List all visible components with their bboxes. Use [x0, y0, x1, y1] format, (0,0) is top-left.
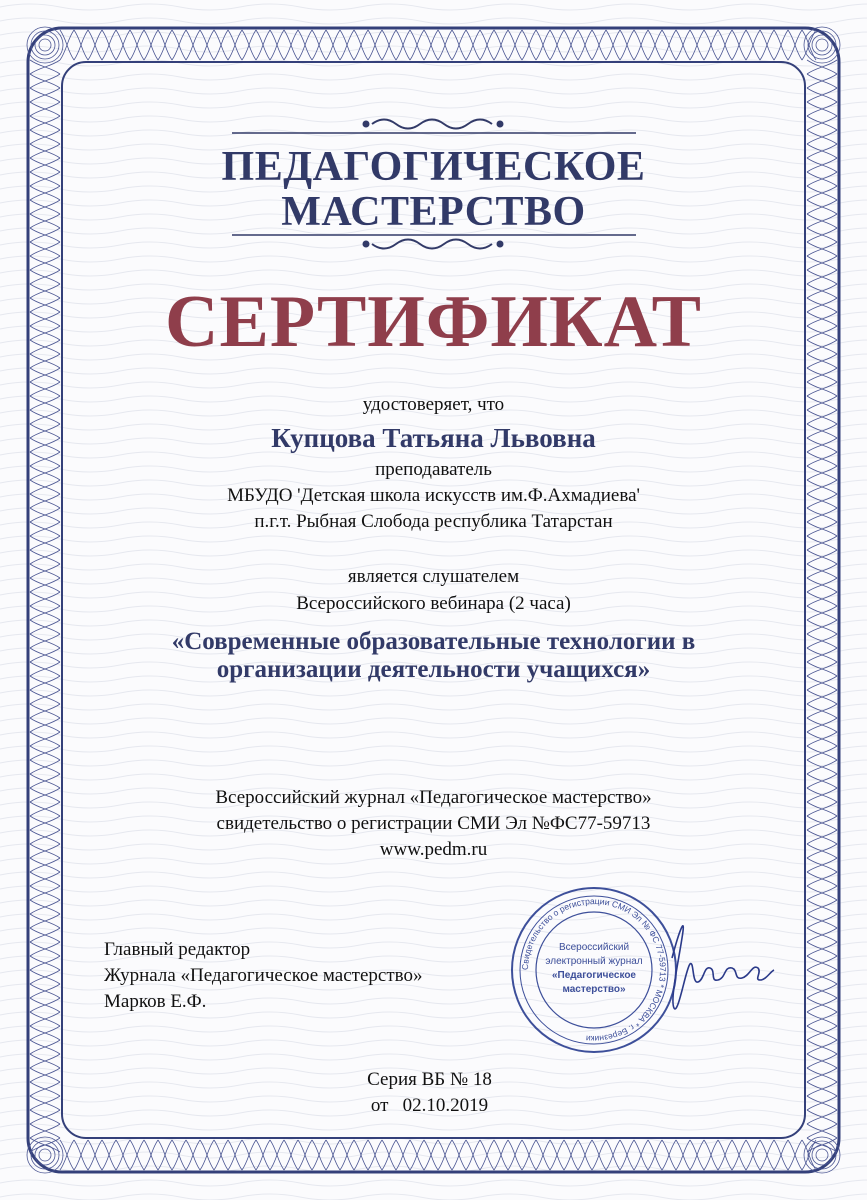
- stamp-center-line1: Всероссийский: [558, 942, 630, 953]
- publisher-line1: Всероссийский журнал «Педагогическое мастерство»: [215, 787, 652, 808]
- event-text: Всероссийского вебинара (2 часа): [296, 593, 571, 614]
- publisher-website: www.pedm.ru: [379, 839, 488, 860]
- event-title-line1: «Современные образовательные технологии в: [171, 628, 696, 655]
- issue-date: от 02.10.2019: [370, 1095, 489, 1116]
- certifies-text: удостоверяет, что: [362, 394, 505, 415]
- serial-number: Серия ВБ № 18: [367, 1069, 492, 1090]
- stamp-center-line3: «Педагогическое: [551, 970, 637, 981]
- stamp-ring-text: Свидетельство о регистрации СМИ Эл № ФС 77-59713 * МОСКВА * г. Березники: [519, 895, 669, 1045]
- organization-line1: МБУДО 'Детская школа искусств им.Ф.Ахмадиева': [227, 485, 640, 506]
- journal-name-line2: МАСТЕРСТВО: [281, 189, 586, 235]
- recipient-name: Купцова Татьяна Львовна: [271, 423, 596, 453]
- organization-line2: п.г.т. Рыбная Слобода республика Татарстан: [254, 511, 613, 532]
- event-title-line2: организации деятельности учащихся»: [216, 656, 651, 683]
- signatory-name: Марков Е.Ф.: [104, 991, 207, 1012]
- recipient-position: преподаватель: [375, 459, 492, 480]
- journal-stamp: [512, 888, 676, 1052]
- signatory-role-line1: Главный редактор: [104, 939, 251, 960]
- publisher-registration: свидетельство о регистрации СМИ Эл №ФС77-59713: [216, 813, 651, 834]
- certificate-title: СЕРТИФИКАТ: [165, 281, 702, 363]
- stamp-center-line4: мастерство»: [562, 984, 626, 995]
- signatory-role-line2: Журнала «Педагогическое мастерство»: [104, 965, 423, 986]
- journal-name-line1: ПЕДАГОГИЧЕСКОЕ: [221, 144, 646, 190]
- status-text: является слушателем: [347, 566, 520, 587]
- stamp-center-line2: электронный журнал: [545, 956, 643, 967]
